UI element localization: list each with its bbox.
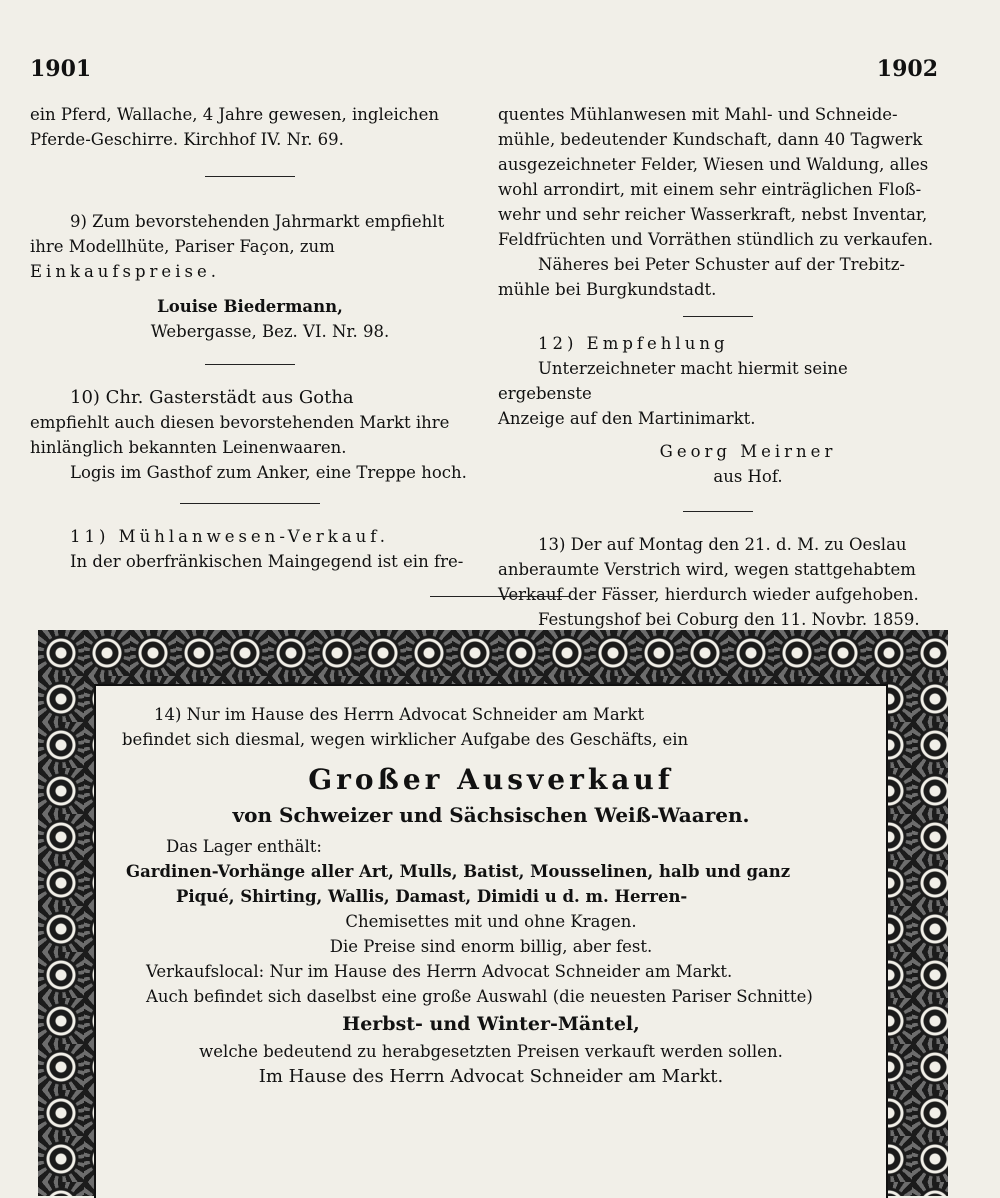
- divider: [205, 364, 295, 365]
- item11-cont-line2: mühle, bedeutender Kundschaft, dann 40 Tagwerk: [498, 130, 923, 149]
- ad-line1: 14) Nur im Hause des Herrn Advocat Schneider am Markt: [154, 705, 645, 724]
- ad-line2: befindet sich diesmal, wegen wirklicher Aufgabe des Geschäfts, ein: [122, 730, 689, 749]
- ad-coats-note: welche bedeutend zu herabgesetzten Preisen verkauft werden sollen.: [199, 1042, 783, 1061]
- item13-line3: Verkauf der Fässer, hierdurch wieder aufgehoben.: [498, 585, 919, 604]
- pferd-line1: ein Pferd, Wallache, 4 Jahre gewesen, ingleichen: [30, 105, 440, 124]
- item11-line1: In der oberfränkischen Maingegend ist ein fre-: [70, 552, 464, 571]
- item10-line3: hinlänglich bekannten Leinenwaaren.: [30, 438, 347, 457]
- pferd-line2: Pferde-Geschirre. Kirchhof IV. Nr. 69.: [30, 130, 344, 149]
- ad-coats: Herbst- und Winter-Mäntel,: [342, 1013, 640, 1035]
- divider: [430, 596, 570, 597]
- item13-line2: anberaumte Verstrich wird, wegen stattgehabtem: [498, 560, 916, 579]
- divider: [205, 176, 295, 177]
- item11-cont-line5: wehr und sehr reicher Wasserkraft, nebst Inventar,: [498, 205, 928, 224]
- item12-signature-name: Georg Meirner: [659, 442, 837, 461]
- item9-signature-name: Louise Biedermann,: [157, 297, 343, 316]
- item9-signature-address: Webergasse, Bez. VI. Nr. 98.: [150, 322, 390, 341]
- item11-cont-line4: wohl arrondirt, mit einem sehr einträglichen Floß-: [498, 180, 922, 199]
- framed-advertisement: [94, 684, 888, 1198]
- item11-cont-line3: ausgezeichneter Felder, Wiesen und Waldung, alles: [498, 155, 929, 174]
- ad-stock-line1: Gardinen-Vorhänge aller Art, Mulls, Batist, Mousselinen, halb und ganz: [126, 862, 791, 881]
- item12-heading: 12) Empfehlung: [538, 334, 729, 353]
- item9-line3: Einkaufspreise.: [30, 262, 220, 281]
- item11-cont-line7: Näheres bei Peter Schuster auf der Trebitz-: [538, 255, 905, 274]
- left-column: [30, 102, 470, 574]
- item12-line2: Anzeige auf den Martinimarkt.: [498, 409, 756, 428]
- item9-line2: ihre Modellhüte, Pariser Façon, zum: [30, 237, 335, 256]
- ad-headline: Großer Ausverkauf: [308, 763, 674, 796]
- item11-cont-line1: quentes Mühlanwesen mit Mahl- und Schneide-: [498, 105, 898, 124]
- item11-heading: 11) Mühlanwesen-Verkauf.: [70, 527, 389, 546]
- divider: [180, 503, 320, 504]
- divider: [683, 511, 753, 512]
- item11-cont-line6: Feldfrüchten und Vorräthen stündlich zu verkaufen.: [498, 230, 934, 249]
- ad-closing: Im Hause des Herrn Advocat Schneider am Markt.: [258, 1066, 724, 1087]
- page-number-left: 1901: [30, 56, 92, 82]
- page-number-right: 1902: [876, 56, 938, 82]
- ad-stock-line2: Piqué, Shirting, Wallis, Damast, Dimidi u d. m. Herren-: [176, 887, 688, 906]
- item10-line1: 10) Chr. Gasterstädt aus Gotha: [70, 387, 354, 408]
- item11-cont-line8: mühle bei Burgkundstadt.: [498, 280, 717, 299]
- divider: [683, 316, 753, 317]
- item12-line1: Unterzeichneter macht hiermit seine ergebenste: [498, 359, 848, 403]
- right-column: [498, 102, 938, 657]
- item9-line1: 9) Zum bevorstehenden Jahrmarkt empfiehlt: [70, 212, 445, 231]
- ad-subheadline: von Schweizer und Sächsischen Weiß-Waaren.: [232, 803, 750, 827]
- ad-also-line: Auch befindet sich daselbst eine große Auswahl (die neuesten Pariser Schnitte): [146, 987, 813, 1006]
- ad-body: [96, 702, 886, 1089]
- ad-stock-line3: Chemisettes mit und ohne Kragen.: [345, 912, 637, 931]
- ad-prices: Die Preise sind enorm billig, aber fest.: [329, 937, 653, 956]
- ad-venue: Verkaufslocal: Nur im Hause des Herrn Advocat Schneider am Markt.: [146, 962, 733, 981]
- ad-stock-intro: Das Lager enthält:: [166, 837, 322, 856]
- item13-line1: 13) Der auf Montag den 21. d. M. zu Oeslau: [538, 535, 907, 554]
- item12-signature-place: aus Hof.: [713, 467, 783, 486]
- item13-line4: Festungshof bei Coburg den 11. Novbr. 1859.: [538, 610, 920, 629]
- item10-line2: empfiehlt auch diesen bevorstehenden Markt ihre: [30, 413, 450, 432]
- item10-line4: Logis im Gasthof zum Anker, eine Treppe hoch.: [70, 463, 467, 482]
